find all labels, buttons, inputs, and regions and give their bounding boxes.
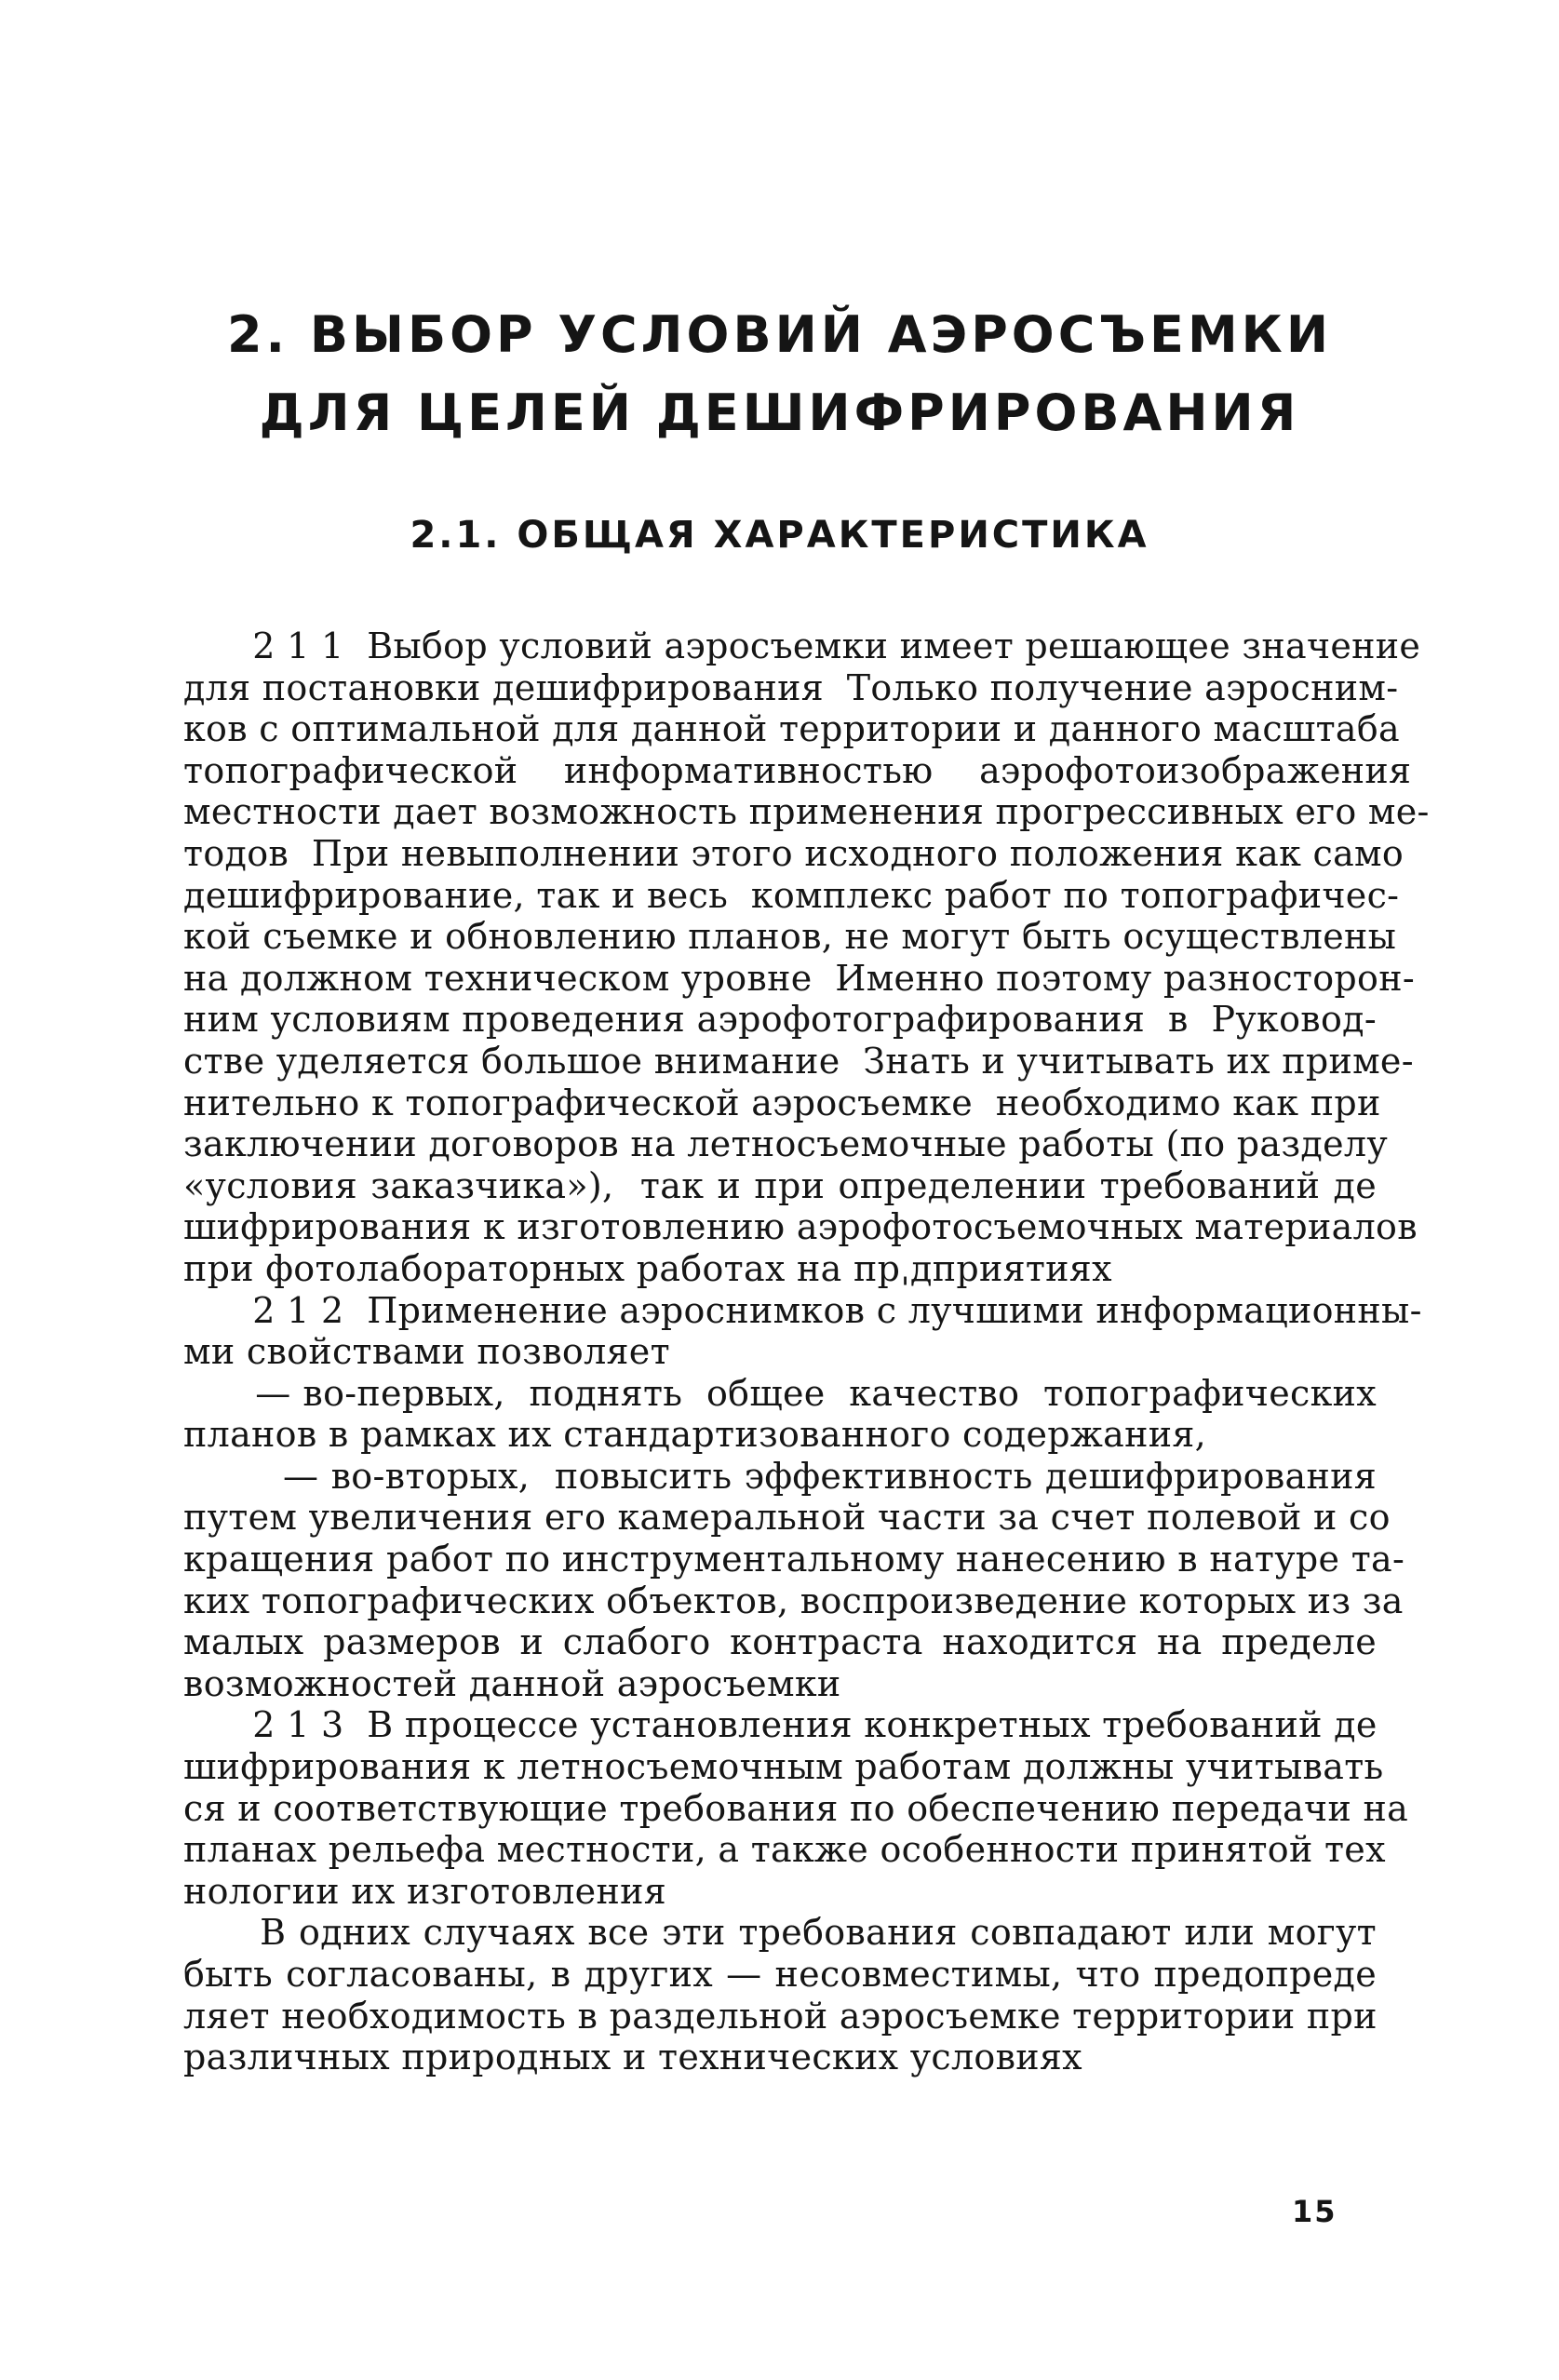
text-line: кращения работ по инструментальному нанесению в натуре та- [183,1539,1405,1580]
text-line: при фотолабораторных работах на прˌдприятиях [183,1247,1112,1289]
text-line: на должном техническом уровне Именно поэтому разносторон- [183,957,1415,999]
text-line: «условия заказчика»), так и при определении требований де [183,1164,1377,1206]
text-line: различных природных и технических условиях [183,2037,1082,2078]
text-line: быть согласованы, в других — несовместимы, что предопреде [183,1954,1377,1995]
text-line: нительно к топографической аэросъемке необходимо как при [183,1082,1381,1123]
chapter-title-line-2: ДЛЯ ЦЕЛЕЙ ДЕШИФРИРОВАНИЯ [259,383,1300,442]
text-line: ляет необходимость в раздельной аэросъемке территории при [183,1995,1378,2037]
text-line: 2 1 2 Применение аэроснимков с лучшими информационны- [183,1289,1422,1331]
chapter-title [186,296,1373,452]
text-line: ся и соответствующие требования по обеспечению передачи на [183,1787,1409,1829]
text-line: топографической информативностью аэрофотоизображения [183,749,1412,791]
text-line: В одних случаях все эти требования совпадают или могут [183,1912,1377,1954]
text-line: ков с оптимальной для данной территории и данного масштаба [183,708,1400,750]
text-line: тодов При невыполнении этого исходного положения как само [183,832,1404,874]
section-title: 2.1. ОБЩАЯ ХАРАКТЕРИСТИКА [410,514,1149,557]
text-line: возможностей данной аэросъемки [183,1662,841,1704]
text-line: шифрирования к изготовлению аэрофотосъемочных материалов [183,1206,1418,1248]
text-line: ких топографических объектов, воспроизведение которых из за [183,1580,1404,1621]
text-line: 2 1 3 В процессе установления конкретных требований де [183,1704,1378,1746]
page-number: 15 [1292,2194,1337,2229]
text-line: — во-вторых, повысить эффективность дешифрирования [183,1455,1377,1497]
text-line: дешифрирование, так и весь комплекс работ по топографичес- [183,874,1400,916]
text-line: стве уделяется большое внимание Знать и учитывать их приме- [183,1040,1414,1082]
text-line: местности дает возможность применения прогрессивных его ме- [183,791,1430,833]
text-line: заключении договоров на летносъемочные работы (по разделу [183,1123,1388,1165]
text-line: малых размеров и слабого контраста находится на пределе [183,1621,1377,1663]
text-line: для постановки дешифрирования Только получение аэросним- [183,666,1399,708]
chapter-title-line-1: 2. ВЫБОР УСЛОВИЙ АЭРОСЪЕМКИ [226,305,1333,364]
text-line: кой съемке и обновлению планов, не могут быть осуществлены [183,916,1397,958]
text-line: нологии их изготовления [183,1870,666,1912]
body-text [183,625,1430,2078]
text-line: — во-первых, поднять общее качество топографических [183,1372,1377,1414]
text-line: ми свойствами позволяет [183,1331,670,1373]
text-line: 2 1 1 Выбор условий аэросъемки имеет решающее значение [183,625,1421,666]
text-line: шифрирования к летносъемочным работам должны учитывать [183,1746,1384,1788]
text-line: планах рельефа местности, а также особенности принятой тех [183,1829,1386,1871]
text-line: планов в рамках их стандартизованного содержания, [183,1414,1207,1456]
text-line: путем увеличения его камеральной части за счет полевой и со [183,1497,1391,1539]
text-line: ним условиям проведения аэрофотографирования в Руковод- [183,999,1377,1041]
